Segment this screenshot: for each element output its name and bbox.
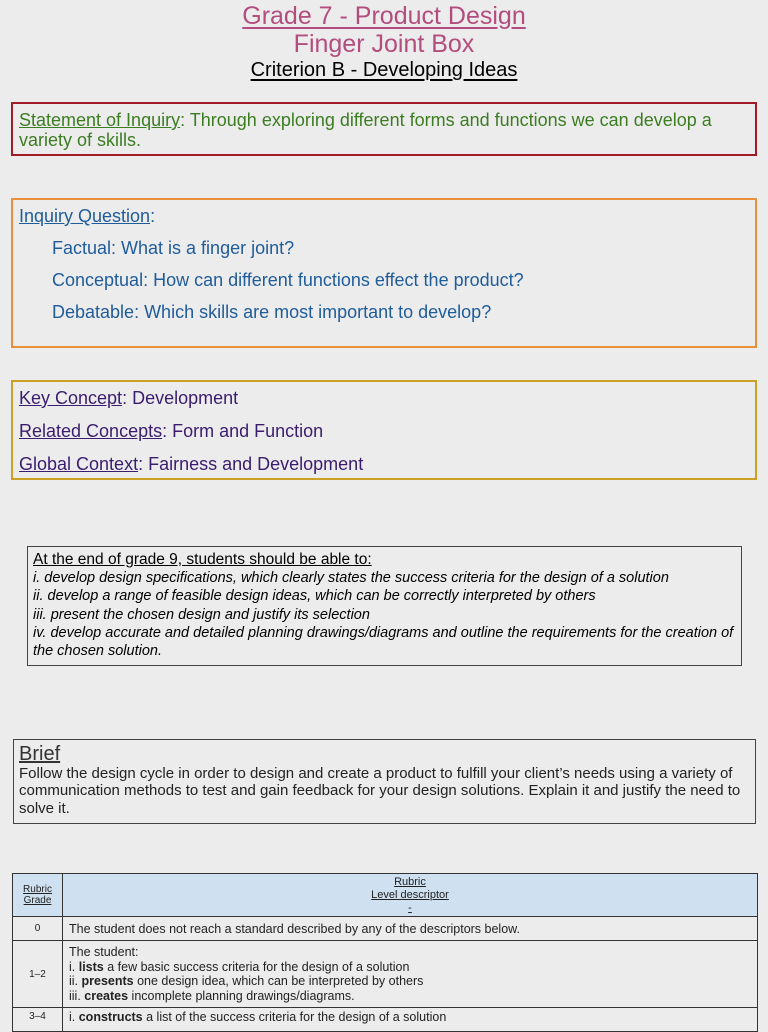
rubric-descriptor: [63, 1008, 758, 1032]
key-concept-value: : Development: [122, 388, 239, 408]
statement-text: : Through exploring different forms and functions we can develop a variety of skills.: [19, 110, 712, 150]
descriptor-intro: The student:: [69, 945, 139, 959]
factual-question: Factual: What is a finger joint?: [52, 238, 295, 258]
criterion-title: Criterion B - Developing Ideas: [250, 59, 518, 81]
descriptor-line: [69, 960, 751, 975]
descriptor-line: [69, 974, 751, 989]
descriptor-header-line: Level descriptor: [371, 888, 449, 901]
rubric-descriptor-header: [63, 874, 758, 917]
page-title: Grade 7 - Product Design: [242, 2, 526, 30]
descriptor-line: [69, 989, 751, 1004]
brief-title: Brief: [19, 743, 61, 765]
objective-item: ii. develop a range of feasible design ideas, which can be correctly interpreted by others: [33, 588, 596, 605]
related-concepts-row: [19, 420, 749, 453]
global-context-row: [19, 453, 749, 486]
key-concept-row: [19, 387, 749, 420]
descriptor-verb: creates: [84, 988, 129, 1003]
debatable-question: Debatable: Which skills are most important to develop?: [52, 302, 492, 322]
key-concept-label: Key Concept: [19, 388, 123, 408]
rubric-descriptor: [63, 941, 758, 1008]
concepts-box: [11, 380, 757, 480]
descriptor-prefix: ii.: [69, 974, 82, 988]
descriptor-line: [69, 1010, 751, 1024]
descriptor-header-line: Rubric: [394, 875, 426, 888]
table-row: [13, 941, 758, 1008]
global-context-label: Global Context: [19, 454, 139, 474]
statement-of-inquiry-box: [11, 102, 757, 156]
descriptor-prefix: iii.: [69, 988, 85, 1003]
rubric-descriptor: The student does not reach a standard described by any of the descriptors below.: [63, 917, 758, 941]
grade-header-line: Rubric: [23, 884, 52, 895]
objectives-box: [27, 546, 742, 666]
descriptor-rest: one design idea, which can be interpreted by others: [133, 974, 424, 988]
inquiry-question-box: [11, 198, 757, 348]
descriptor-verb: lists: [78, 959, 104, 974]
rubric-grade-header: [13, 874, 63, 917]
objective-item: iv. develop accurate and detailed planning drawings/diagrams and outline the requirements for the creation of the chosen solution.: [33, 624, 734, 660]
statement-label: Statement of Inquiry: [19, 110, 181, 130]
global-context-value: : Fairness and Development: [138, 454, 364, 474]
rubric-table: [12, 873, 758, 1032]
table-row: [13, 917, 758, 941]
descriptor-prefix: i.: [69, 1010, 79, 1024]
brief-box: [13, 739, 756, 824]
table-row: [13, 1008, 758, 1032]
rubric-grade: 3–4: [13, 1008, 63, 1032]
inquiry-label: Inquiry Question: [19, 206, 151, 226]
descriptor-verb: constructs: [78, 1010, 143, 1024]
related-concepts-label: Related Concepts: [19, 421, 163, 441]
descriptor-prefix: i.: [69, 959, 79, 974]
inquiry-colon: :: [150, 206, 156, 226]
objective-item: iii. present the chosen design and justify its selection: [33, 606, 370, 623]
descriptor-rest: a list of the success criteria for the design of a solution: [142, 1010, 447, 1024]
descriptor-rest: incomplete planning drawings/diagrams.: [128, 988, 355, 1003]
project-title: Finger Joint Box: [293, 30, 475, 58]
grade-header-line: Grade: [23, 895, 52, 906]
conceptual-question: Conceptual: How can different functions effect the product?: [52, 270, 524, 290]
rubric-grade: 1–2: [13, 941, 63, 1008]
objectives-heading: At the end of grade 9, students should be able to:: [33, 551, 372, 568]
rubric-header-row: [13, 874, 758, 917]
descriptor-header-line: -: [408, 901, 412, 914]
descriptor-rest: a few basic success criteria for the design of a solution: [103, 959, 410, 974]
descriptor-verb: presents: [81, 974, 134, 988]
brief-text: Follow the design cycle in order to design and create a product to fulfill your client’s needs using a variety of communication methods to test and gain feedback for your design solutions. Explain it and justify the need to solve it.: [19, 765, 741, 817]
rubric-grade: 0: [13, 917, 63, 941]
related-concepts-value: : Form and Function: [162, 421, 324, 441]
objective-item: i. develop design specifications, which clearly states the success criteria for the design of a solution: [33, 570, 669, 587]
